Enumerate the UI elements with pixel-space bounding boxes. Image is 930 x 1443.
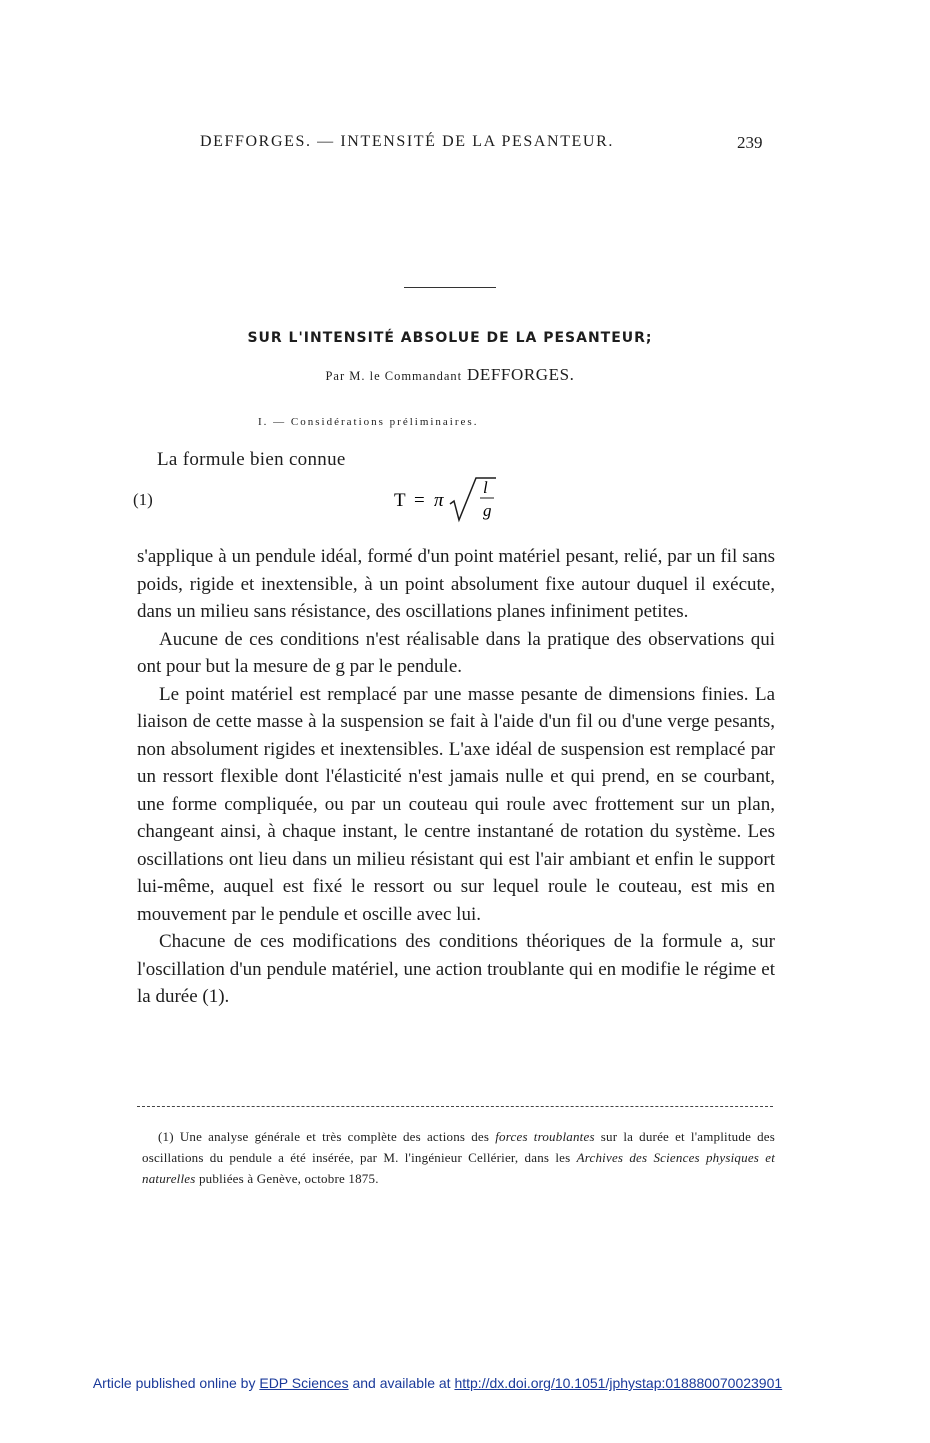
pendulum-formula <box>390 474 510 526</box>
edp-sciences-link[interactable]: EDP Sciences <box>259 1375 349 1391</box>
equation-number: (1) <box>133 490 153 509</box>
author-prefix: Par M. le Commandant <box>325 369 463 383</box>
title-separator-rule <box>404 287 496 288</box>
footnote <box>142 1126 775 1189</box>
running-head: DEFFORGES. — INTENSITÉ DE LA PESANTEUR. <box>200 133 614 150</box>
publisher-banner <box>0 1375 875 1391</box>
footnote-text: Une analyse générale et très complète des actions des <box>179 1129 490 1144</box>
paragraph: s'applique à un pendule idéal, formé d'un point matériel pesant, relié, par un fil sans poids, rigide et inextensible, à un point absolument fixe autour duquel il exécute, dans un milieu sans résistance, des oscillations planes infiniment petites. <box>137 546 775 622</box>
paragraph: Aucune de ces conditions n'est réalisable dans la pratique des observations qui ont pour but la mesure de g par le pendule. <box>137 628 775 677</box>
author-line <box>0 365 900 385</box>
formula-lhs: T <box>394 490 406 511</box>
author-name: DEFFORGES. <box>466 365 575 384</box>
footnote-text: sur la durée et l'amplitude des oscillations du pendule a été insérée, par M. l'ingénieur Cellérier, dans les <box>142 1129 776 1165</box>
formula-denominator: g <box>483 501 492 520</box>
footnote-text: publiées à Genève, octobre 1875. <box>198 1171 379 1186</box>
footnote-rule <box>137 1106 773 1107</box>
footnote-marker: (1) <box>158 1129 174 1144</box>
body-text <box>137 543 775 1011</box>
footnote-italic: Archives des Sciences physiques et naturelles <box>142 1150 776 1186</box>
section-heading <box>258 413 478 430</box>
formula-equals: = <box>414 490 425 511</box>
formula-numerator: l <box>483 478 488 497</box>
page-number: 239 <box>737 133 763 152</box>
formula-pi: π <box>434 490 444 511</box>
banner-text: Article published online by <box>92 1375 256 1391</box>
banner-text: and available at <box>352 1375 451 1391</box>
section-heading-text: I. — Considérations préliminaires. <box>258 416 479 428</box>
article-title: SUR L'INTENSITÉ ABSOLUE DE LA PESANTEUR; <box>247 330 653 346</box>
intro-line: La formule bien connue <box>157 449 346 470</box>
footnote-italic: forces troublantes <box>495 1129 595 1144</box>
paragraph: Le point matériel est remplacé par une masse pesante de dimensions finies. La liaison de cette masse à la suspension se fait à l'aide d'un fil ou d'une verge pesants, non absolument rigides et inextensibles. L'axe idéal de suspension est remplacé par un ressort flexible dont l'élasticité n'est jamais nulle et qui prend, en se courbant, une forme compliquée, ou par un couteau qui roule avec frottement sur un plan, changeant ainsi, à chaque instant, le centre instantané de rotation du système. Les oscillations ont lieu dans un milieu résistant qui est l'air ambiant et enfin le support lui-même, auquel est fixé le ressort ou sur lequel roule le couteau, est mis en mouvement par le pendule et oscille avec lui. <box>137 683 775 925</box>
doi-link[interactable]: http://dx.doi.org/10.1051/jphystap:018880070023901 <box>454 1375 783 1391</box>
paragraph: Chacune de ces modifications des conditions théoriques de la formule a, sur l'oscillation d'un pendule matériel, une action troublante qui en modifie le régime et la durée (1). <box>137 931 775 1007</box>
